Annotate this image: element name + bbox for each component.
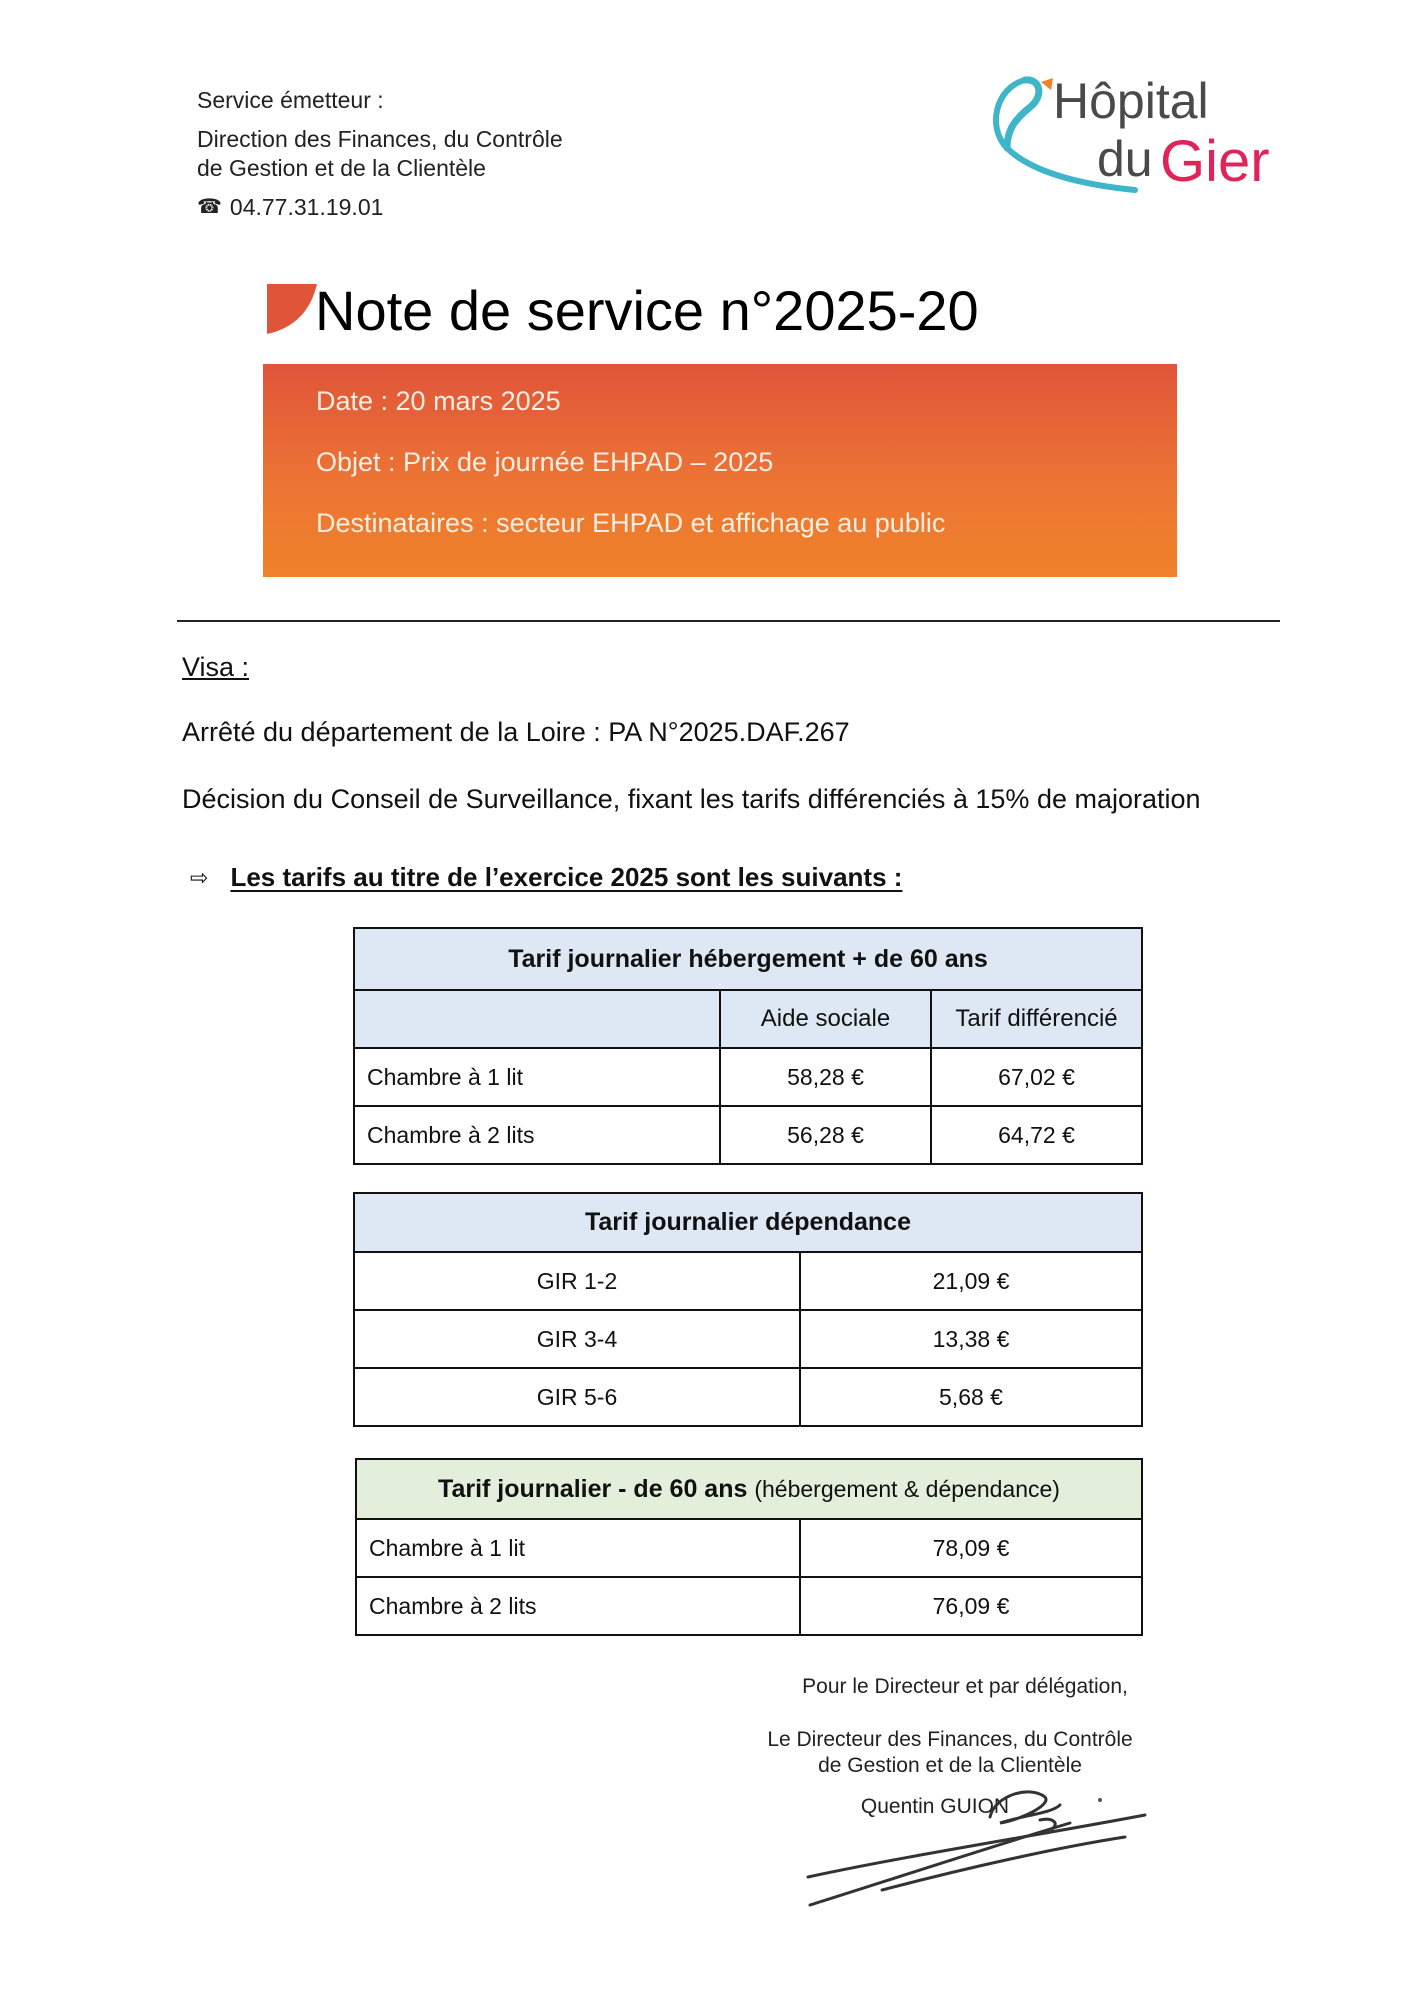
table-title: Tarif journalier hébergement + de 60 ans	[354, 928, 1142, 990]
note-destinataires: Destinataires : secteur EHPAD et affichage au public	[316, 508, 946, 538]
table-row	[354, 1368, 1142, 1426]
visa-arrete: Arrêté du département de la Loire : PA N°2025.DAF.267	[182, 717, 850, 747]
cell-aide-sociale: 56,28 €	[720, 1106, 931, 1164]
row-label: Chambre à 1 lit	[356, 1519, 800, 1577]
cell-value: 76,09 €	[800, 1577, 1142, 1635]
cell-tarif-differencie: 67,02 €	[931, 1048, 1142, 1106]
table-row	[356, 1519, 1142, 1577]
table-row	[356, 1577, 1142, 1635]
issuer-dept-line1: Direction des Finances, du Contrôle	[197, 126, 563, 152]
table-dependance	[353, 1192, 1143, 1427]
visa-label: Visa :	[182, 652, 250, 682]
logo-word-du: du	[1097, 131, 1153, 187]
arrow-right-icon: ⇨	[190, 864, 209, 890]
tarifs-heading-text: Les tarifs au titre de l’exercice 2025 sont les suivants :	[230, 862, 903, 892]
divider	[177, 620, 1280, 622]
note-date: Date : 20 mars 2025	[316, 386, 561, 416]
row-label: Chambre à 1 lit	[354, 1048, 720, 1106]
table-title: Tarif journalier dépendance	[354, 1193, 1142, 1252]
table-row	[354, 1252, 1142, 1310]
table-title-row	[354, 928, 1142, 990]
cell-value: 13,38 €	[800, 1310, 1142, 1368]
table-hebergement	[353, 927, 1143, 1165]
row-label: GIR 5-6	[354, 1368, 800, 1426]
cell-value: 21,09 €	[800, 1252, 1142, 1310]
column-header	[354, 990, 720, 1048]
cell-tarif-differencie: 64,72 €	[931, 1106, 1142, 1164]
note-objet: Objet : Prix de journée EHPAD – 2025	[316, 447, 774, 477]
row-label: Chambre à 2 lits	[354, 1106, 720, 1164]
title-marker-icon	[267, 284, 317, 334]
table-title-cell	[356, 1459, 1142, 1519]
issuer-block	[197, 86, 563, 222]
column-header: Aide sociale	[720, 990, 931, 1048]
row-label: GIR 3-4	[354, 1310, 800, 1368]
hospital-logo	[985, 68, 1285, 198]
handwritten-signature	[790, 1775, 1170, 1925]
signature-title-line1: Le Directeur des Finances, du Contrôle	[767, 1728, 1133, 1751]
issuer-phone: 04.77.31.19.01	[229, 194, 384, 220]
tarifs-heading	[190, 862, 902, 893]
cell-value: 5,68 €	[800, 1368, 1142, 1426]
issuer-phone-row	[197, 193, 563, 222]
signature-title-line2: de Gestion et de la Clientèle	[818, 1754, 1082, 1777]
page-title: Note de service n°2025-20	[315, 279, 979, 342]
telephone-icon: ☎	[197, 196, 222, 218]
logo-word-hopital: Hôpital	[1053, 73, 1209, 129]
column-header: Tarif différencié	[931, 990, 1142, 1048]
row-label: GIR 1-2	[354, 1252, 800, 1310]
issuer-dept-line2: de Gestion et de la Clientèle	[197, 155, 486, 181]
table-title-note: (hébergement & dépendance)	[754, 1475, 1060, 1502]
row-label: Chambre à 2 lits	[356, 1577, 800, 1635]
table-title: Tarif journalier - de 60 ans	[438, 1474, 748, 1503]
table-row	[354, 1048, 1142, 1106]
table-title-row	[354, 1193, 1142, 1252]
signature-delegation: Pour le Directeur et par délégation,	[802, 1675, 1128, 1698]
table-title-row	[356, 1459, 1142, 1519]
table-row	[354, 1106, 1142, 1164]
table-moins-60	[355, 1458, 1143, 1636]
signature-name: Quentin GUION	[860, 1795, 1010, 1818]
cell-aide-sociale: 58,28 €	[720, 1048, 931, 1106]
cell-value: 78,09 €	[800, 1519, 1142, 1577]
table-header-row	[354, 990, 1142, 1048]
visa-decision: Décision du Conseil de Surveillance, fixant les tarifs différenciés à 15% de majoration	[182, 784, 1201, 814]
issuer-label: Service émetteur :	[197, 87, 384, 113]
logo-word-gier: Gier	[1160, 129, 1270, 194]
table-row	[354, 1310, 1142, 1368]
note-info-box	[263, 364, 1177, 577]
